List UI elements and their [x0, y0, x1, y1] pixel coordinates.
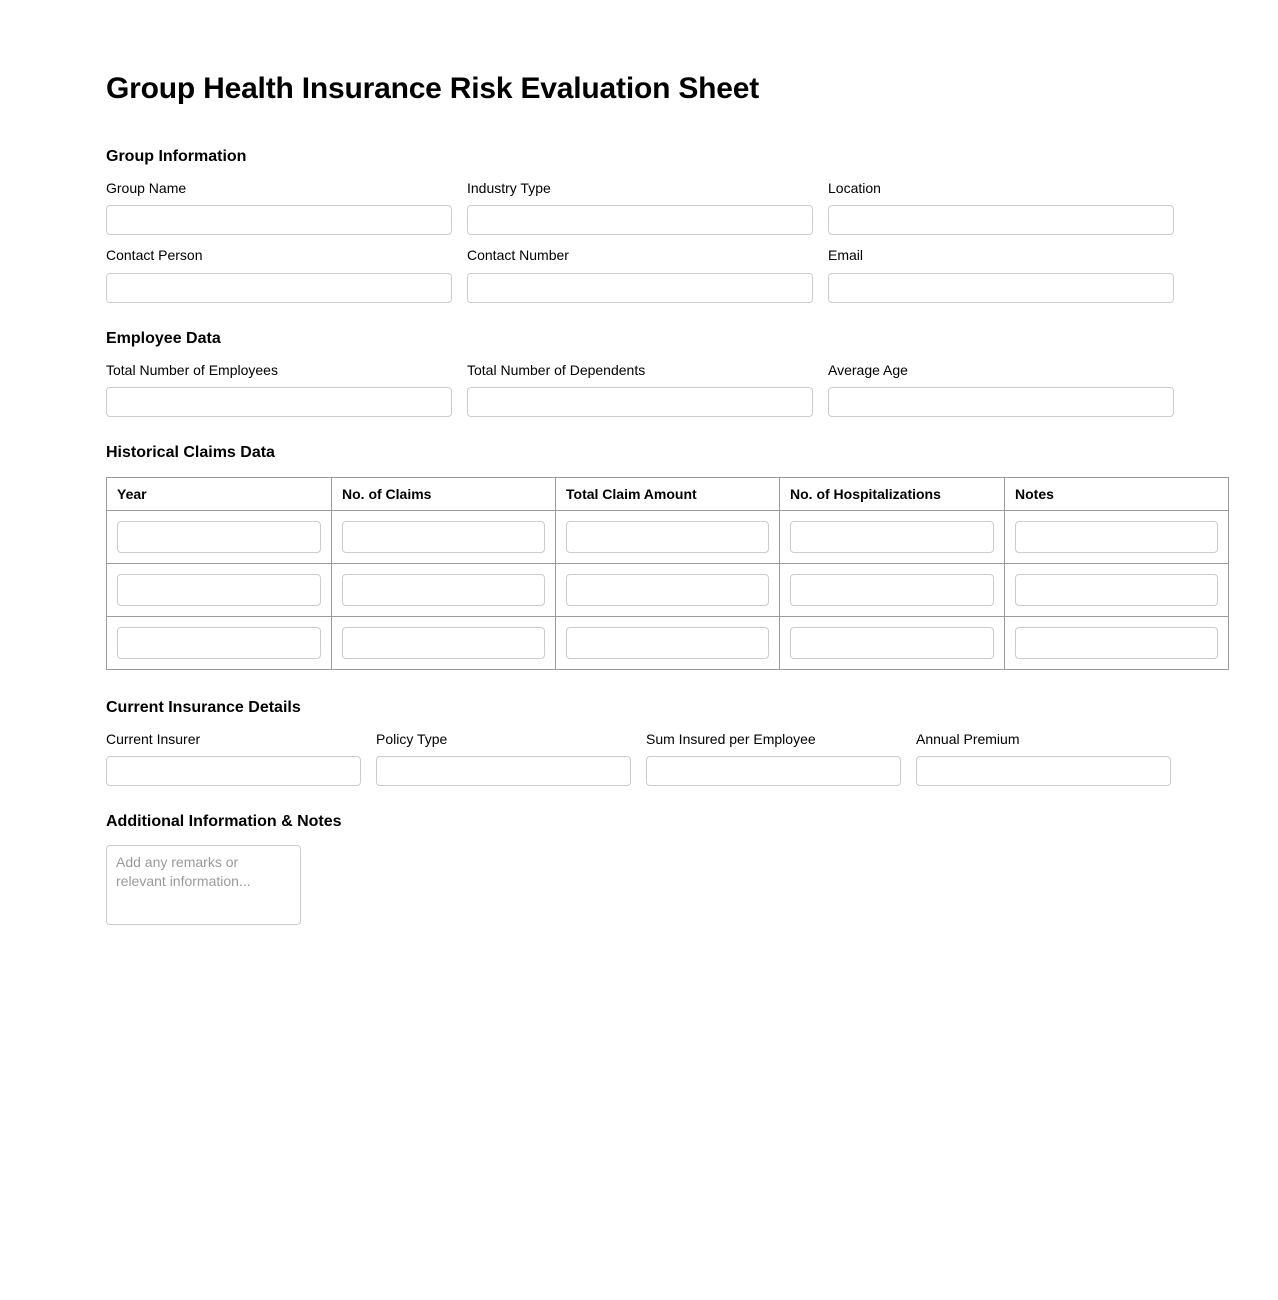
- input-industry-type[interactable]: [467, 205, 813, 235]
- label-total-employees: Total Number of Employees: [106, 361, 278, 378]
- input-no-of-claims-row-3[interactable]: [342, 627, 545, 659]
- cell-total-claim-amount: [556, 563, 780, 616]
- cell-year: [107, 510, 332, 563]
- page-title: Group Health Insurance Risk Evaluation Sheet: [106, 72, 760, 105]
- cell-no-of-claims: [332, 563, 556, 616]
- label-contact-person: Contact Person: [106, 247, 203, 264]
- cell-notes: [1005, 563, 1229, 616]
- field-total-dependents: [467, 362, 813, 418]
- column-header-year: Year: [107, 477, 332, 510]
- table-row: [107, 616, 1229, 669]
- input-total-claim-amount-row-1[interactable]: [566, 521, 769, 553]
- label-current-insurer: Current Insurer: [106, 730, 201, 747]
- field-average-age: [828, 362, 1174, 418]
- field-current-insurer: [106, 731, 361, 787]
- field-total-employees: [106, 362, 452, 418]
- input-contact-number[interactable]: [467, 273, 813, 303]
- claims-table-head: [107, 477, 1229, 510]
- section-heading-historical-claims: Historical Claims Data: [106, 444, 275, 462]
- cell-total-claim-amount: [556, 510, 780, 563]
- input-claims-notes-row-3[interactable]: [1015, 627, 1218, 659]
- input-policy-type[interactable]: [376, 756, 631, 786]
- input-claims-year-row-2[interactable]: [117, 574, 321, 606]
- section-heading-employee-data: Employee Data: [106, 329, 221, 347]
- input-total-dependents[interactable]: [467, 387, 813, 417]
- input-annual-premium[interactable]: [916, 756, 1171, 786]
- historical-claims-table: [106, 477, 1229, 670]
- label-total-dependents: Total Number of Dependents: [467, 361, 646, 378]
- section-historical-claims: [106, 443, 1172, 669]
- label-industry-type: Industry Type: [467, 179, 551, 196]
- field-contact-number: [467, 247, 813, 303]
- field-email: [828, 247, 1174, 303]
- input-claims-year-row-3[interactable]: [117, 627, 321, 659]
- input-sum-insured-per-employee[interactable]: [646, 756, 901, 786]
- input-group-name[interactable]: [106, 205, 452, 235]
- column-header-no-of-claims: No. of Claims: [332, 477, 556, 510]
- input-email[interactable]: [828, 273, 1174, 303]
- input-no-of-hospitalizations-row-3[interactable]: [790, 627, 994, 659]
- cell-no-of-claims: [332, 510, 556, 563]
- cell-no-of-claims: [332, 616, 556, 669]
- section-additional-information: [106, 812, 1172, 930]
- cell-no-of-hospitalizations: [780, 563, 1005, 616]
- cell-no-of-hospitalizations: [780, 616, 1005, 669]
- employee-data-field-grid: [106, 362, 1172, 418]
- input-no-of-claims-row-1[interactable]: [342, 521, 545, 553]
- input-location[interactable]: [828, 205, 1174, 235]
- input-current-insurer[interactable]: [106, 756, 361, 786]
- section-employee-data: [106, 329, 1172, 418]
- input-total-claim-amount-row-2[interactable]: [566, 574, 769, 606]
- input-contact-person[interactable]: [106, 273, 452, 303]
- input-claims-notes-row-2[interactable]: [1015, 574, 1218, 606]
- input-no-of-claims-row-2[interactable]: [342, 574, 545, 606]
- cell-notes: [1005, 510, 1229, 563]
- current-insurance-field-grid: [106, 731, 1172, 787]
- label-policy-type: Policy Type: [376, 730, 448, 747]
- label-location: Location: [828, 179, 881, 196]
- field-group-name: [106, 180, 452, 236]
- textarea-additional-notes[interactable]: [106, 845, 301, 925]
- label-sum-insured-per-employee: Sum Insured per Employee: [646, 730, 816, 747]
- column-header-no-of-hospitalizations: No. of Hospitalizations: [780, 477, 1005, 510]
- label-group-name: Group Name: [106, 179, 187, 196]
- input-average-age[interactable]: [828, 387, 1174, 417]
- label-contact-number: Contact Number: [467, 247, 569, 264]
- cell-no-of-hospitalizations: [780, 510, 1005, 563]
- field-sum-insured-per-employee: [646, 731, 901, 787]
- field-annual-premium: [916, 731, 1171, 787]
- section-heading-additional-information: Additional Information & Notes: [106, 813, 342, 831]
- column-header-total-claim-amount: Total Claim Amount: [556, 477, 780, 510]
- input-no-of-hospitalizations-row-2[interactable]: [790, 574, 994, 606]
- table-row: [107, 563, 1229, 616]
- table-row: [107, 510, 1229, 563]
- cell-year: [107, 563, 332, 616]
- section-heading-current-insurance: Current Insurance Details: [106, 698, 301, 716]
- cell-year: [107, 616, 332, 669]
- field-location: [828, 180, 1174, 236]
- section-group-information: [106, 147, 1172, 303]
- cell-total-claim-amount: [556, 616, 780, 669]
- claims-table-body: [107, 510, 1229, 669]
- cell-notes: [1005, 616, 1229, 669]
- field-policy-type: [376, 731, 631, 787]
- input-claims-year-row-1[interactable]: [117, 521, 321, 553]
- claims-table-header-row: [107, 477, 1229, 510]
- input-claims-notes-row-1[interactable]: [1015, 521, 1218, 553]
- input-no-of-hospitalizations-row-1[interactable]: [790, 521, 994, 553]
- label-email: Email: [828, 247, 864, 264]
- field-contact-person: [106, 247, 452, 303]
- section-current-insurance: [106, 698, 1172, 787]
- input-total-employees[interactable]: [106, 387, 452, 417]
- group-information-field-grid: [106, 180, 1172, 303]
- input-total-claim-amount-row-3[interactable]: [566, 627, 769, 659]
- label-average-age: Average Age: [828, 361, 908, 378]
- label-annual-premium: Annual Premium: [916, 730, 1020, 747]
- field-industry-type: [467, 180, 813, 236]
- section-heading-group-information: Group Information: [106, 147, 247, 165]
- column-header-notes: Notes: [1005, 477, 1229, 510]
